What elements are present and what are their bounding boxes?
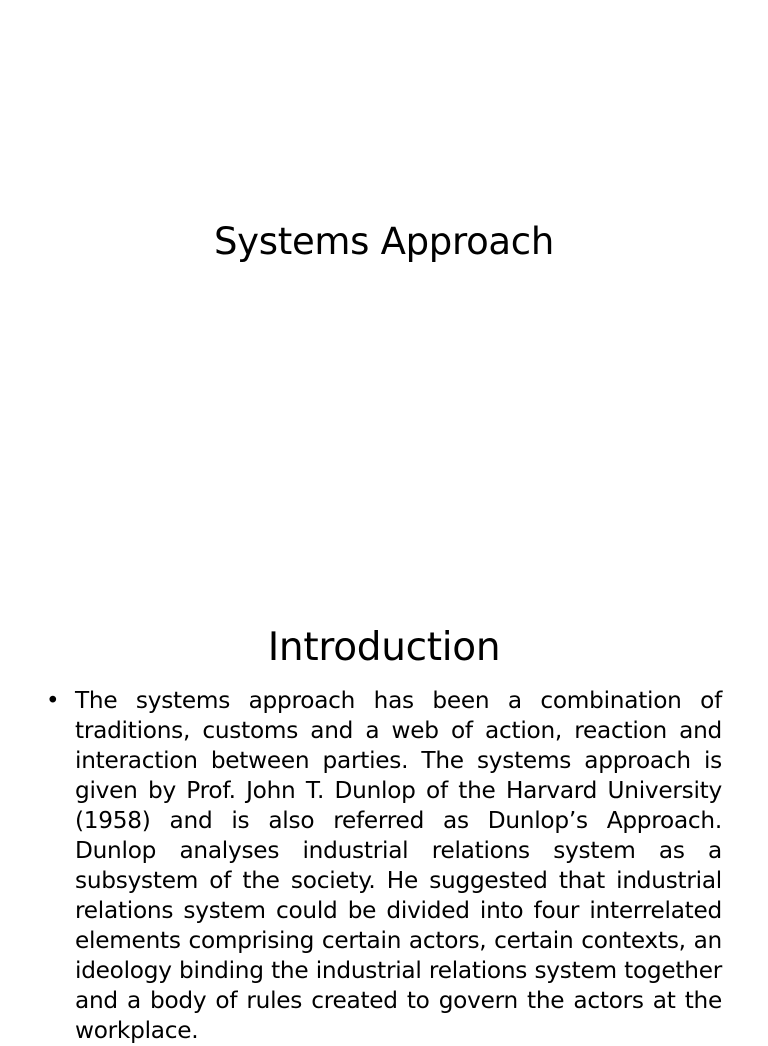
bullet-item — [44, 686, 722, 1046]
bullet-text: The systems approach has been a combination of traditions, customs and a web of action, reaction and interaction between parties. The systems approach is given by Prof. John T. Dunlop of the Harvard University (1958) and is also referred as Dunlop’s Approach. Dunlop analyses industrial relations system as a subsystem of the society. He suggested that industrial relations system could be divided into four interrelated elements comprising certain actors, certain contexts, an ideology binding the industrial relations system together and a body of rules created to govern the actors at the workplace. — [75, 687, 722, 1044]
slide-heading: Introduction — [267, 625, 501, 670]
slide-2 — [0, 576, 768, 1044]
slide-title: Systems Approach — [214, 220, 554, 263]
bullet-list — [44, 686, 722, 1046]
bullet-icon: • — [46, 688, 60, 714]
